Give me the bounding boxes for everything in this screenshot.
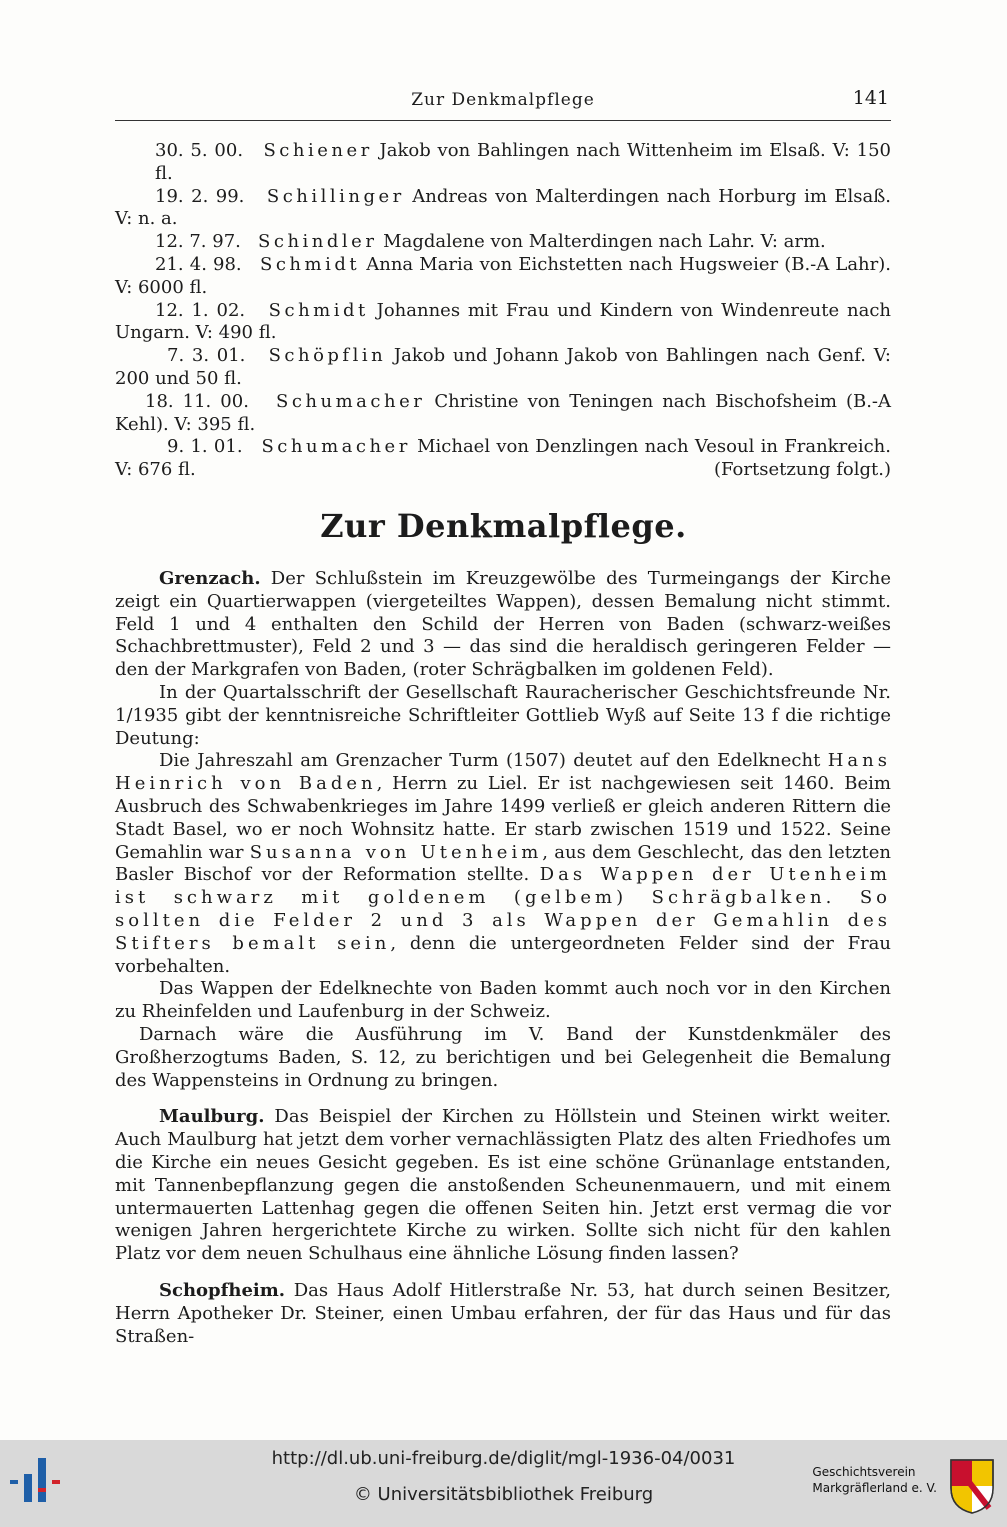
paragraph-text: In der Quartalsschrift der Gesellschaft Rauracherischer Geschichtsfreunde Nr. 1/1935 gibt der kenntnisreiche Schriftleiter Gottlieb Wyß auf Seite 13 f die richtige Deutung:	[115, 681, 891, 749]
paragraph-text: , Herrn zu Liel. Er ist nachgewiesen seit 1460. Beim Ausbruch des Schwabenkrieges im Jahre 1499 verließ er gleich anderen Rittern die Stadt Basel, wo er noch Wohnsitz hatte. Er starb zwischen 1519 und 1522. Seine Gemahlin war	[115, 773, 891, 863]
place-name: Grenzach.	[159, 568, 261, 589]
entry-name: Schumacher	[276, 390, 426, 412]
entry-name: Schmidt	[268, 299, 369, 321]
coat-of-arms-icon	[949, 1458, 995, 1514]
place-name: Schopfheim.	[159, 1279, 286, 1301]
entry-name: Schiener	[263, 140, 373, 161]
entry-text: Magdalene von Malterdingen nach Lahr. V: arm.	[377, 231, 826, 253]
entry-name: Schindler	[258, 231, 378, 253]
emigration-list	[115, 140, 891, 482]
entry-text: Anna Maria von Eichstetten nach Hugsweier (B.-A Lahr). V: 6000 fl.	[115, 253, 892, 298]
list-item	[115, 231, 891, 254]
entry-date: 30. 5. 00.	[155, 140, 244, 161]
publisher-line: Geschichtsverein	[812, 1465, 916, 1479]
entry-text: Christine von Teningen nach Bischofsheim (B.-A Kehl). V: 395 fl.	[115, 390, 892, 435]
paragraph-text: Das Haus Adolf Hitlerstraße Nr. 53, hat durch seinen Besitzer, Herrn Apotheker Dr. Steiner, einen Umbau erfahren, der für das Haus und für das Straßen-	[115, 1279, 891, 1347]
entry-name: Schumacher	[261, 436, 411, 458]
paragraph-text: , denn die untergeordneten Felder sind der Frau vorbehalten.	[115, 932, 892, 977]
paragraph-schopfheim	[115, 1280, 891, 1348]
paragraph	[115, 978, 891, 1024]
entry-text: Jakob und Johann Jakob von Bahlingen nach Genf. V: 200 und 50 fl.	[115, 345, 891, 389]
paragraph-grenzach	[115, 568, 891, 682]
paragraph-text: Das Beispiel der Kirchen zu Höllstein und Steinen wirkt weiter. Auch Maulburg hat jetzt dem vorher vernachlässigten Platz des alten Friedhofes um die Kirche ein neues Gesicht gegeben. Es ist eine schöne Grünanlage entstanden, mit Tannenbepflanzung gegen die anstoßenden Scheunenmauern, und mit einem untermauerten Lattenhag gegen die offenen Seiten hin. Jetzt erst vermag die vor wenigen Jahren hergerichtete Kirche zu wirken. Sollte sich nicht für den kahlen Platz vor dem neuen Schulhaus eine ähnliche Lösung finden lassen?	[115, 1106, 891, 1265]
place-name: Maulburg.	[159, 1106, 265, 1128]
permalink[interactable]: http://dl.ub.uni-freiburg.de/diglit/mgl-1936-04/0031	[271, 1448, 736, 1469]
list-item	[115, 186, 891, 232]
paragraph-text: Das Wappen der Edelknechte von Baden kommt auch noch vor in den Kirchen zu Rheinfelden und Laufenburg in der Schweiz.	[115, 978, 891, 1023]
entry-date: 9. 1. 01.	[167, 436, 243, 458]
section-heading: Zur Denkmalpflege.	[320, 507, 687, 545]
list-item	[115, 345, 891, 391]
list-item	[115, 140, 891, 186]
list-item	[115, 391, 891, 437]
paragraph-text: , aus dem Geschlecht, das den letzten Basler Bischof vor der Reformation stellte.	[115, 841, 891, 886]
paragraph-maulburg	[115, 1106, 891, 1266]
paragraph-text: Die Jahreszahl am Grenzacher Turm (1507) deutet auf den Edelknecht	[159, 750, 828, 772]
entry-date: 18. 11. 00.	[145, 390, 249, 412]
copyright: © Universitätsbibliothek Freiburg	[353, 1484, 654, 1505]
entry-date: 19. 2. 99.	[155, 185, 245, 207]
entry-date: 12. 7. 97.	[155, 231, 241, 253]
paragraph-text: Der Schlußstein im Kreuzgewölbe des Turmeingangs der Kirche zeigt ein Quartierwappen (viergeteiltes Wappen), dessen Bemalung nicht stimmt. Feld 1 und 4 enthalten den Schild der Herren von Baden (schwarz-weißes Schachbrettmuster), Feld 2 und 3 — das sind die heraldisch geringeren Felder — den der Markgrafen von Baden, (roter Schrägbalken im goldenen Feld).	[115, 568, 891, 681]
entry-date: 7. 3. 01.	[167, 345, 246, 367]
running-title: Zur Denkmalpflege	[411, 90, 595, 110]
entry-text: Andreas von Malterdingen nach Horburg im Elsaß. V: n. a.	[115, 185, 891, 230]
list-item	[115, 254, 891, 300]
entry-text: Johannes mit Frau und Kindern von Windenreute nach Ungarn. V: 490 fl.	[115, 299, 891, 344]
entry-name: Schmidt	[260, 253, 361, 275]
entry-date: 12. 1. 02.	[155, 299, 246, 321]
emphasized-text: Das Wappen der Utenheim ist schwarz mit goldenem (gelbem) Schrägbalken. So sollten die Felder 2 und 3 als Wappen der Gemahlin des Stifters bemalt sein	[115, 864, 891, 954]
publisher-line: Markgräflerland e. V.	[812, 1481, 937, 1495]
page-number: 141	[852, 87, 889, 109]
article-body	[115, 568, 891, 1348]
paragraph	[115, 750, 891, 978]
viewer-footer	[0, 1440, 1007, 1527]
person-name: Hans Heinrich von Baden	[115, 750, 891, 795]
entry-name: Schöpflin	[268, 345, 387, 367]
continuation-note: (Fortsetzung folgt.)	[714, 459, 891, 481]
paragraph	[115, 682, 891, 750]
entry-text: Jakob von Bahlingen nach Wittenheim im Elsaß. V: 150 fl.	[155, 140, 891, 184]
person-name: Susanna von Utenheim	[249, 841, 543, 863]
publisher-name	[812, 1464, 937, 1496]
entry-text: Michael von Denzlingen nach Vesoul in Frankreich. V: 676 fl.	[115, 436, 891, 481]
paragraph-text: Darnach wäre die Ausführung im V. Band der Kunstdenkmäler des Großherzogtums Baden, S. 12, zu berichtigen und bei Gelegenheit die Bemalung des Wappensteins in Ordnung zu bringen.	[115, 1023, 891, 1091]
entry-date: 21. 4. 98.	[155, 253, 242, 275]
list-item	[115, 300, 891, 346]
entry-name: Schillinger	[266, 185, 405, 207]
running-header	[115, 86, 891, 121]
paragraph	[115, 1024, 891, 1092]
